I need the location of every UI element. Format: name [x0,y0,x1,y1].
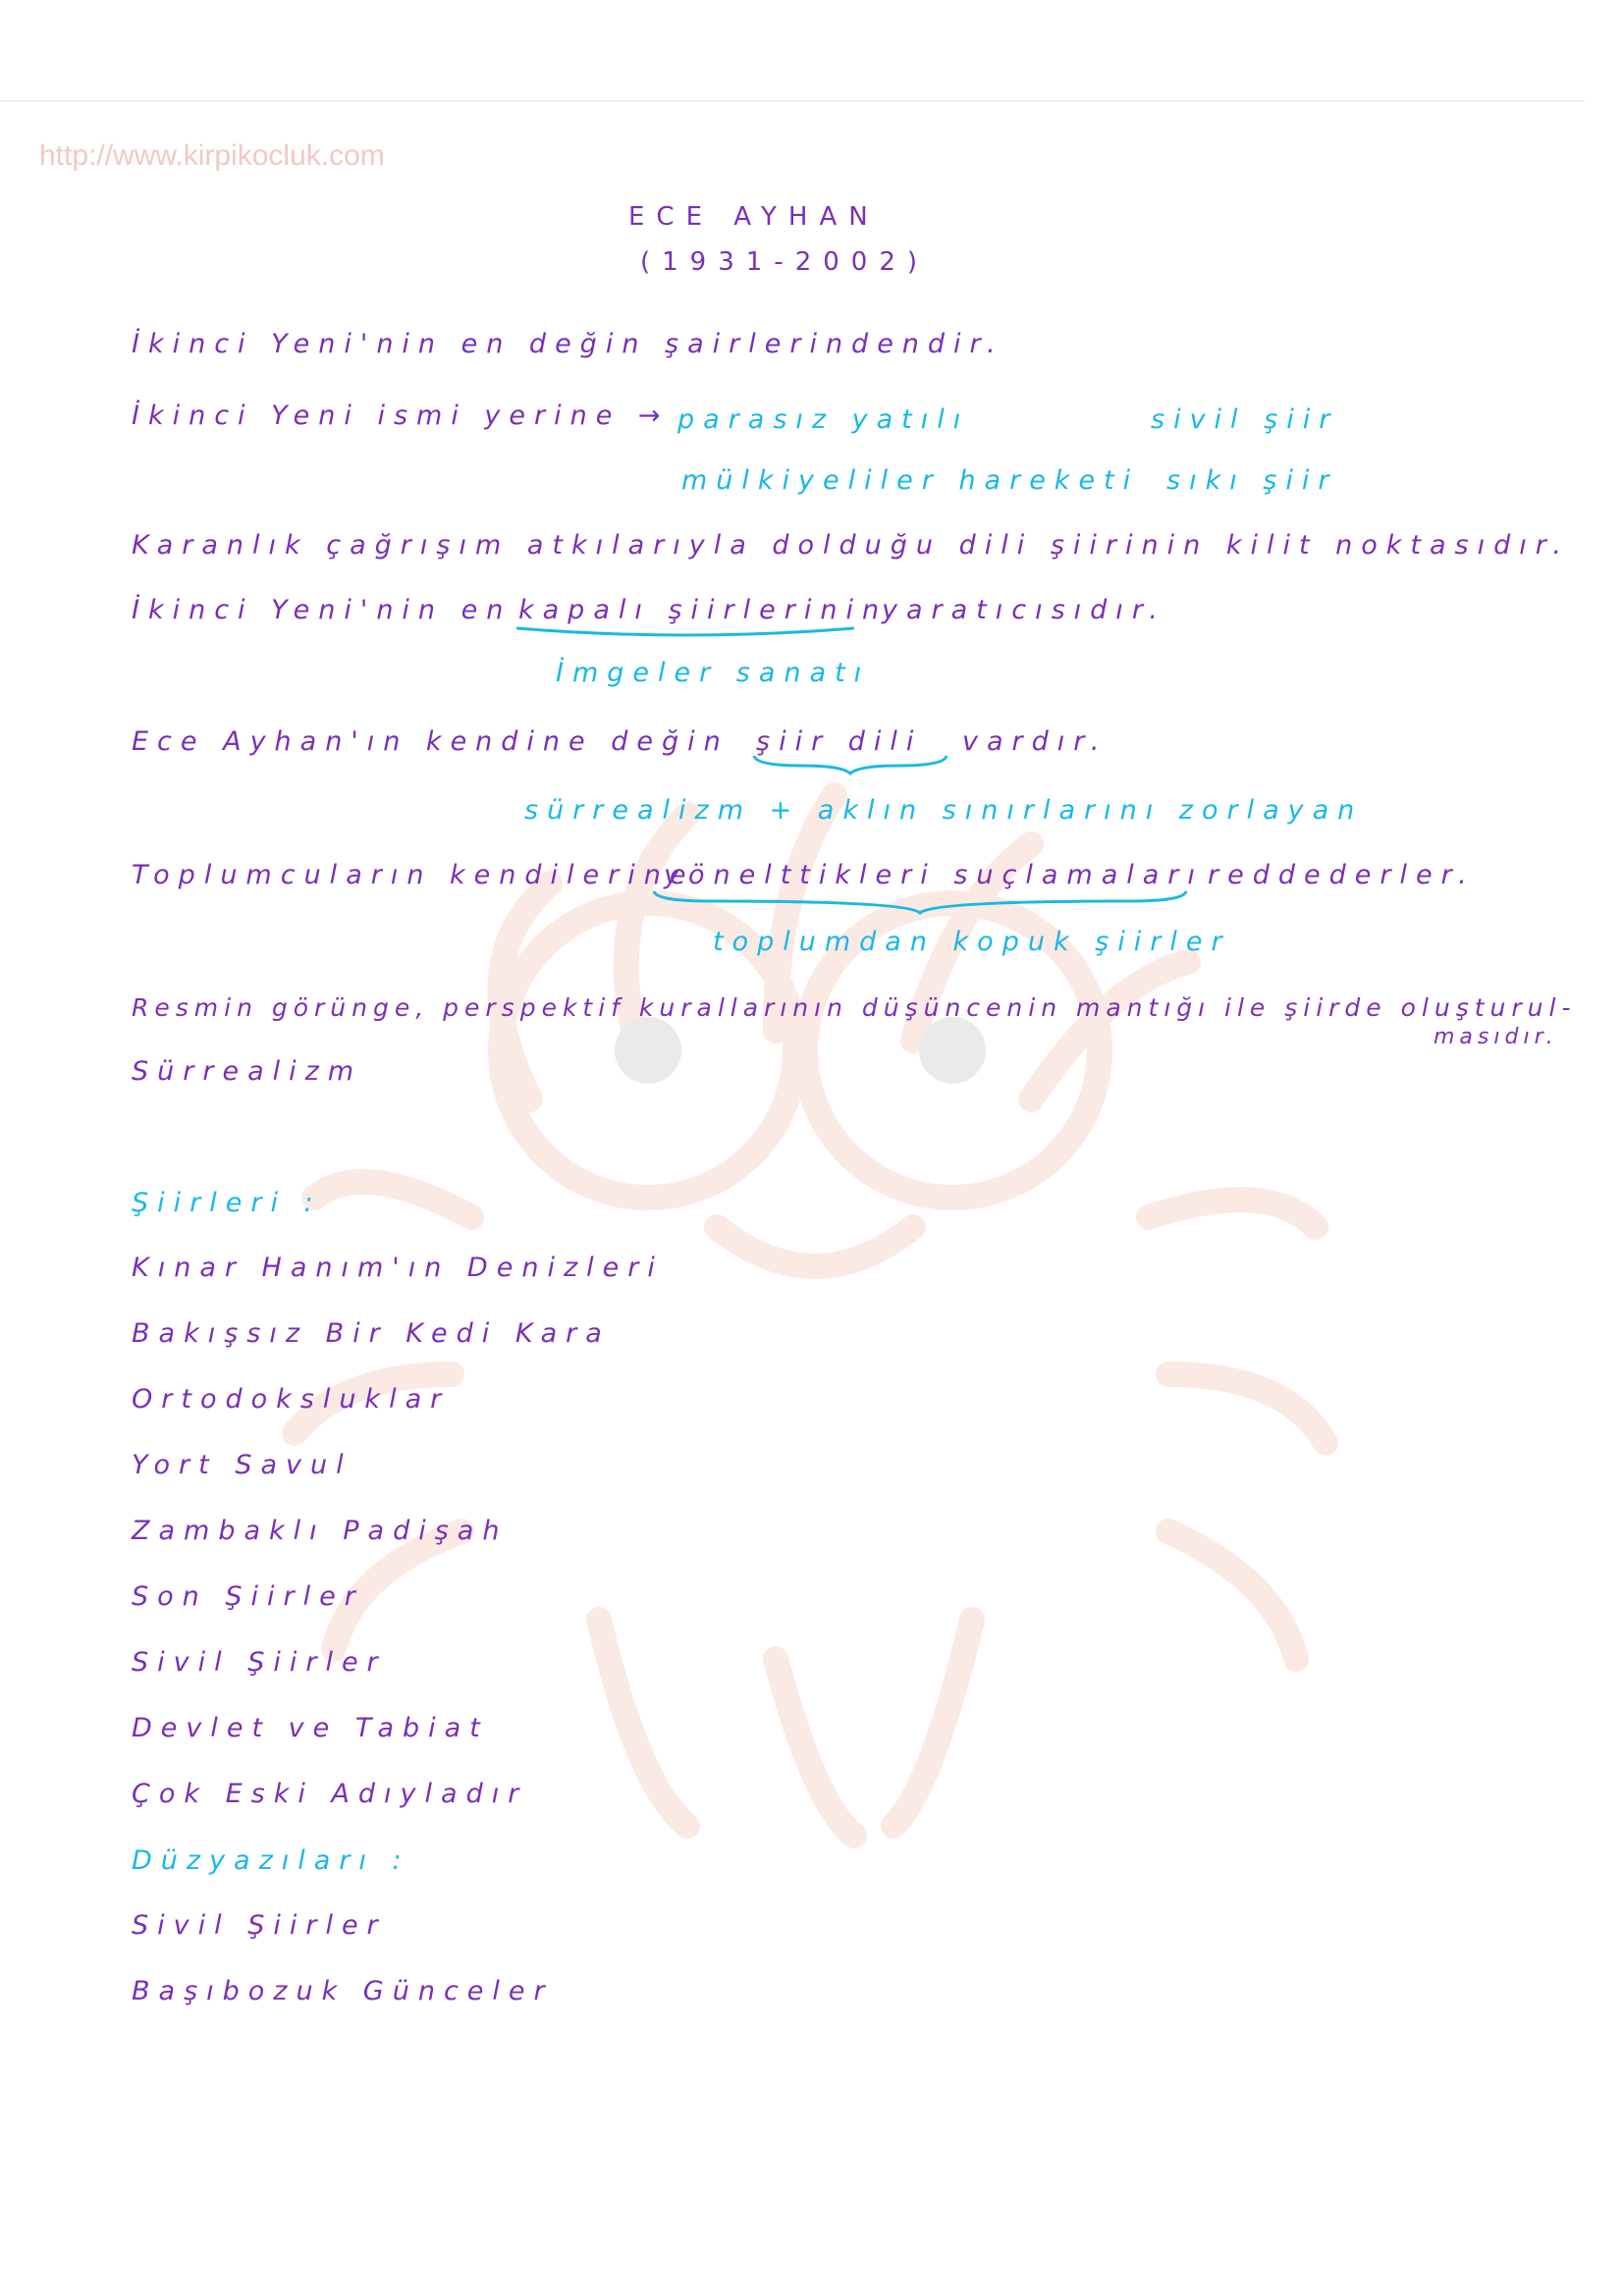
brace-mark [652,889,1188,915]
note-line: masıdır. [1434,1025,1558,1049]
note-line: Karanlık çağrışım atkılarıyla dolduğu dili şiirinin kilit noktasıdır. [132,530,1570,561]
note-line: vardır. [962,726,1109,757]
note-line: Ece Ayhan'ın kendine değin [132,726,730,757]
list-item: Ortodoksluklar [132,1384,451,1415]
note-line-emphasis: kapalı şiirlerinin [518,595,889,625]
note-line: İkinci Yeni'nin en [132,595,513,625]
list-item: Kınar Hanım'ın Denizleri [132,1253,664,1283]
note-line-emphasis: şiir dili [756,726,923,757]
note-line: Sürrealizm [132,1056,363,1087]
note-line: yaratıcısıdır. [882,595,1167,625]
note-annotation: parasız yatılı [677,404,970,435]
brace-mark [752,752,948,775]
section-heading-prose: Düzyazıları : [132,1845,410,1876]
underline-mark [514,622,858,642]
note-annotation: İmgeler sanatı [556,658,871,688]
top-rule [0,100,1585,102]
page-title: ECE AYHAN [628,202,880,232]
note-line: Toplumcuların kendilerine [132,860,695,890]
list-item: Zambaklı Padişah [132,1516,509,1546]
list-item: Çok Eski Adıyladır [132,1779,528,1809]
note-annotation: mülkiyeliler hareketi [681,465,1140,496]
list-item: Son Şiirler [132,1581,364,1612]
list-item: Bakışsız Bir Kedi Kara [132,1318,611,1349]
list-item: Yort Savul [132,1450,352,1480]
section-heading-poems: Şiirleri : [132,1188,322,1218]
note-annotation: sivil şiir [1151,404,1339,435]
note-line-emphasis: yönelttikleri suçlamaları [664,860,1204,890]
note-annotation: toplumdan kopuk şiirler [713,927,1231,957]
note-line: İkinci Yeni ismi yerine → [132,400,670,431]
page-subtitle-years: (1931-2002) [640,247,930,277]
note-line: İkinci Yeni'nin en değin şairlerindendir. [132,329,1004,359]
list-item: Sivil Şiirler [132,1910,387,1941]
note-annotation: sıkı şiir [1166,465,1338,496]
list-item: Devlet ve Tabiat [132,1713,489,1743]
watermark-url: http://www.kirpikocluk.com [39,139,385,172]
note-annotation: sürrealizm + aklın sınırlarını zorlayan [524,795,1364,826]
list-item: Sivil Şiirler [132,1647,387,1678]
note-line: reddederler. [1208,860,1476,890]
list-item: Başıbozuk Günceler [132,1976,554,2006]
note-line: Resmin görünge, perspektif kurallarının düşüncenin mantığı ile şiirde oluşturul- [132,993,1577,1022]
